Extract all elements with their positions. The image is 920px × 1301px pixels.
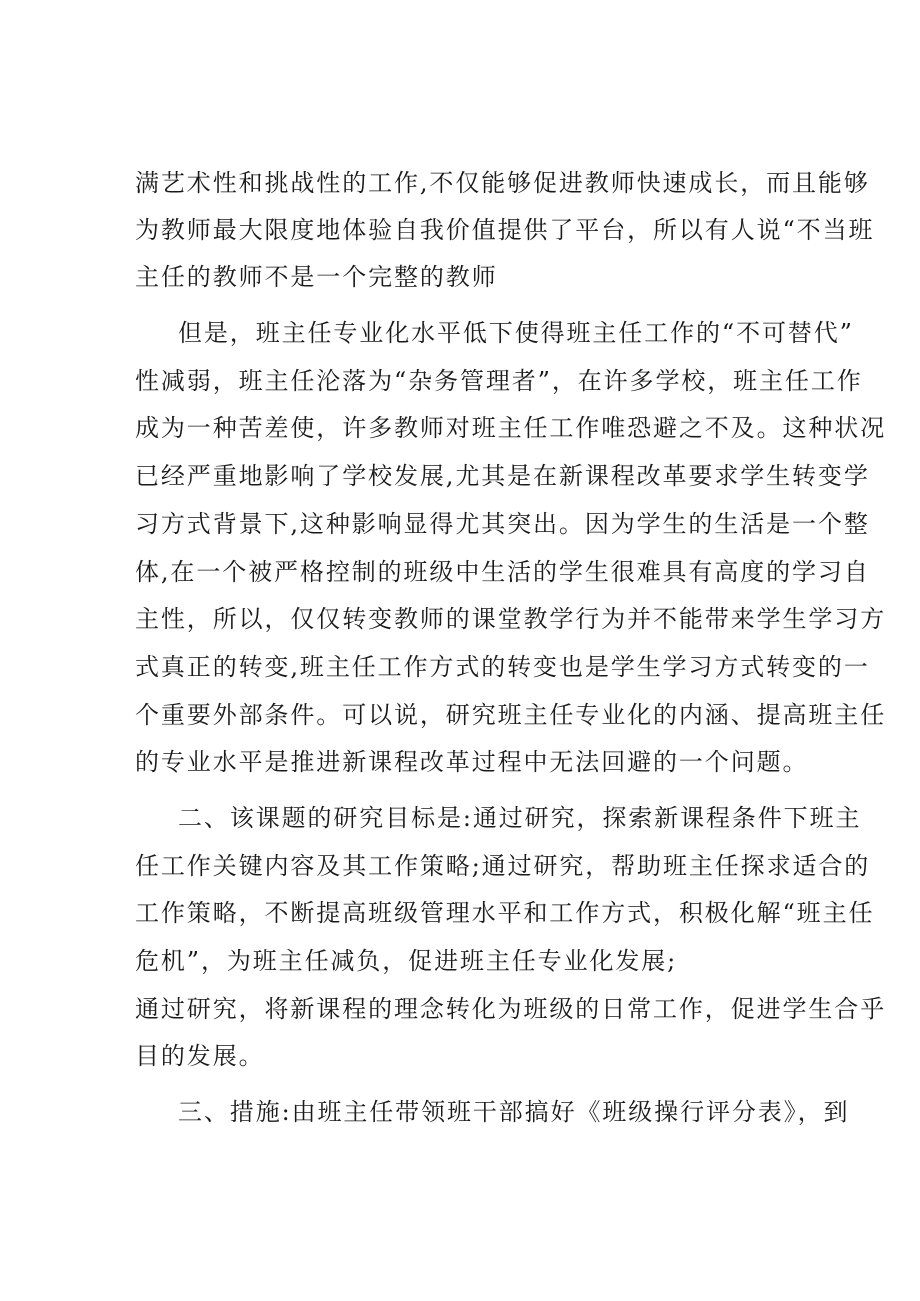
text-line-2: 为教师最大限度地体验自我价值提供了平台，所以有人说“不当班 [135,216,875,244]
text-line-18: 通过研究，将新课程的理念转化为班级的日常工作，促进学生合乎 [135,995,887,1023]
text-line-12: 个重要外部条件。可以说，研究班主任专业化的内涵、提高班主任 [135,701,887,729]
text-line-8: 习方式背景下,这种影响显得尤其突出。因为学生的生活是一个整 [135,510,870,538]
text-line-17: 危机”，为班主任减负，促进班主任专业化发展; [135,947,678,975]
text-line-10: 主性，所以，仅仅转变教师的课堂教学行为并不能带来学生学习方 [135,605,887,633]
text-line-6: 成为一种苦差使，许多教师对班主任工作唯恐避之不及。这种状况 [135,414,887,442]
text-line-19: 目的发展。 [135,1042,265,1070]
text-line-16: 工作策略，不断提高班级管理水平和工作方式，积极化解“班主任 [135,899,875,927]
text-line-13: 的专业水平是推进新课程改革过程中无法回避的一个问题。 [135,748,809,776]
text-line-3: 主任的教师不是一个完整的教师 [135,263,498,291]
text-line-14: 二、该课题的研究目标是:通过研究，探索新课程条件下班主 [178,804,862,832]
text-line-15: 任工作关键内容及其工作策略;通过研究，帮助班主任探求适合的 [135,852,871,880]
text-line-9: 体,在一个被严格控制的班级中生活的学生很难具有高度的学习自 [135,558,870,586]
text-line-4: 但是，班主任专业化水平低下使得班主任工作的“不可替代” [178,319,854,347]
text-line-20: 三、措施:由班主任带领班干部搞好《班级操行评分表》，到 [178,1098,850,1126]
text-line-11: 式真正的转变,班主任工作方式的转变也是学生学习方式转变的一 [135,653,870,681]
text-line-5: 性减弱，班主任沦落为“杂务管理者”，在许多学校，班主任工作 [135,367,863,395]
text-line-7: 已经严重地影响了学校发展,尤其是在新课程改革要求学生转变学 [135,462,870,490]
text-line-1: 满艺术性和挑战性的工作,不仅能够促进教师快速成长，而且能够 [135,169,870,197]
